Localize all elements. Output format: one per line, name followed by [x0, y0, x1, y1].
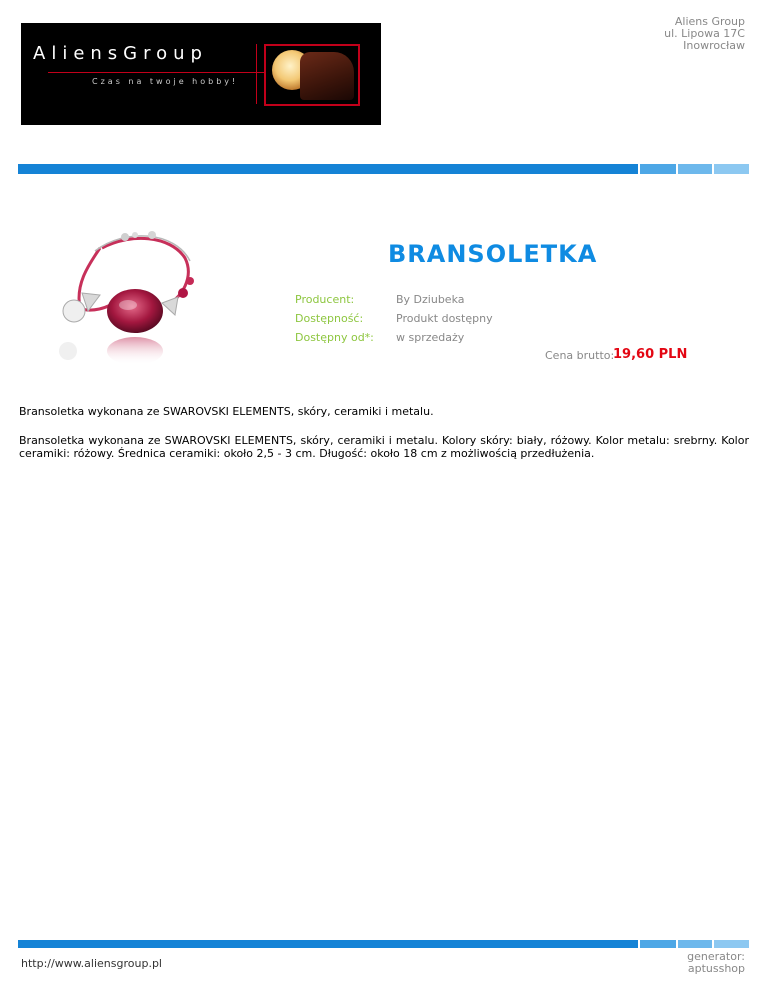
- product-title: BRANSOLETKA: [388, 240, 598, 268]
- available-from-label: Dostępny od*:: [295, 331, 374, 344]
- logo-name: AliensGroup: [33, 43, 208, 64]
- logo-divider-line: [48, 72, 266, 73]
- company-address: [664, 16, 745, 52]
- producer-value: By Dziubeka: [396, 293, 465, 306]
- generator-label: generator:: [687, 950, 745, 963]
- footer-divider-segment: [678, 940, 712, 948]
- footer-store-url[interactable]: http://www.aliensgroup.pl: [21, 957, 162, 970]
- availability-value: Produkt dostępny: [396, 312, 493, 325]
- price-label: Cena brutto:: [545, 349, 615, 362]
- price-value: 19,60 PLN: [613, 347, 688, 362]
- header-divider-segment: [714, 164, 749, 174]
- header-divider-segment: [678, 164, 712, 174]
- generator-name: aptusshop: [687, 962, 745, 975]
- footer-divider-segment: [714, 940, 749, 948]
- header-divider-segment: [640, 164, 676, 174]
- footer-divider-bar: [18, 940, 638, 948]
- header-divider-bar: [18, 164, 638, 174]
- logo-tagline: Czas na twoje hobby!: [92, 77, 239, 86]
- logo-figure-image: [300, 52, 354, 100]
- footer-divider-segment: [640, 940, 676, 948]
- producer-label: Producent:: [295, 293, 355, 306]
- generator-credit: [687, 951, 745, 975]
- short-description: Bransoletka wykonana ze SWAROVSKI ELEMENTS, skóry, ceramiki i metalu.: [19, 405, 434, 418]
- company-city: Inowrocław: [683, 39, 745, 52]
- logo-vertical-line: [256, 44, 257, 104]
- long-description: Bransoletka wykonana ze SWAROVSKI ELEMENTS, skóry, ceramiki i metalu. Kolory skóry: biały, różowy. Kolor metalu: srebrny. Kolor ceramiki: różowy. Średnica ceramiki: około 2,5 - 3 cm. Długość: około 18 cm z możliwością przedłużenia.: [19, 434, 749, 460]
- availability-label: Dostępność:: [295, 312, 364, 325]
- company-name: Aliens Group: [674, 15, 745, 28]
- available-from-value: w sprzedaży: [396, 331, 465, 344]
- company-street: ul. Lipowa 17C: [664, 27, 745, 40]
- product-image: [30, 223, 242, 368]
